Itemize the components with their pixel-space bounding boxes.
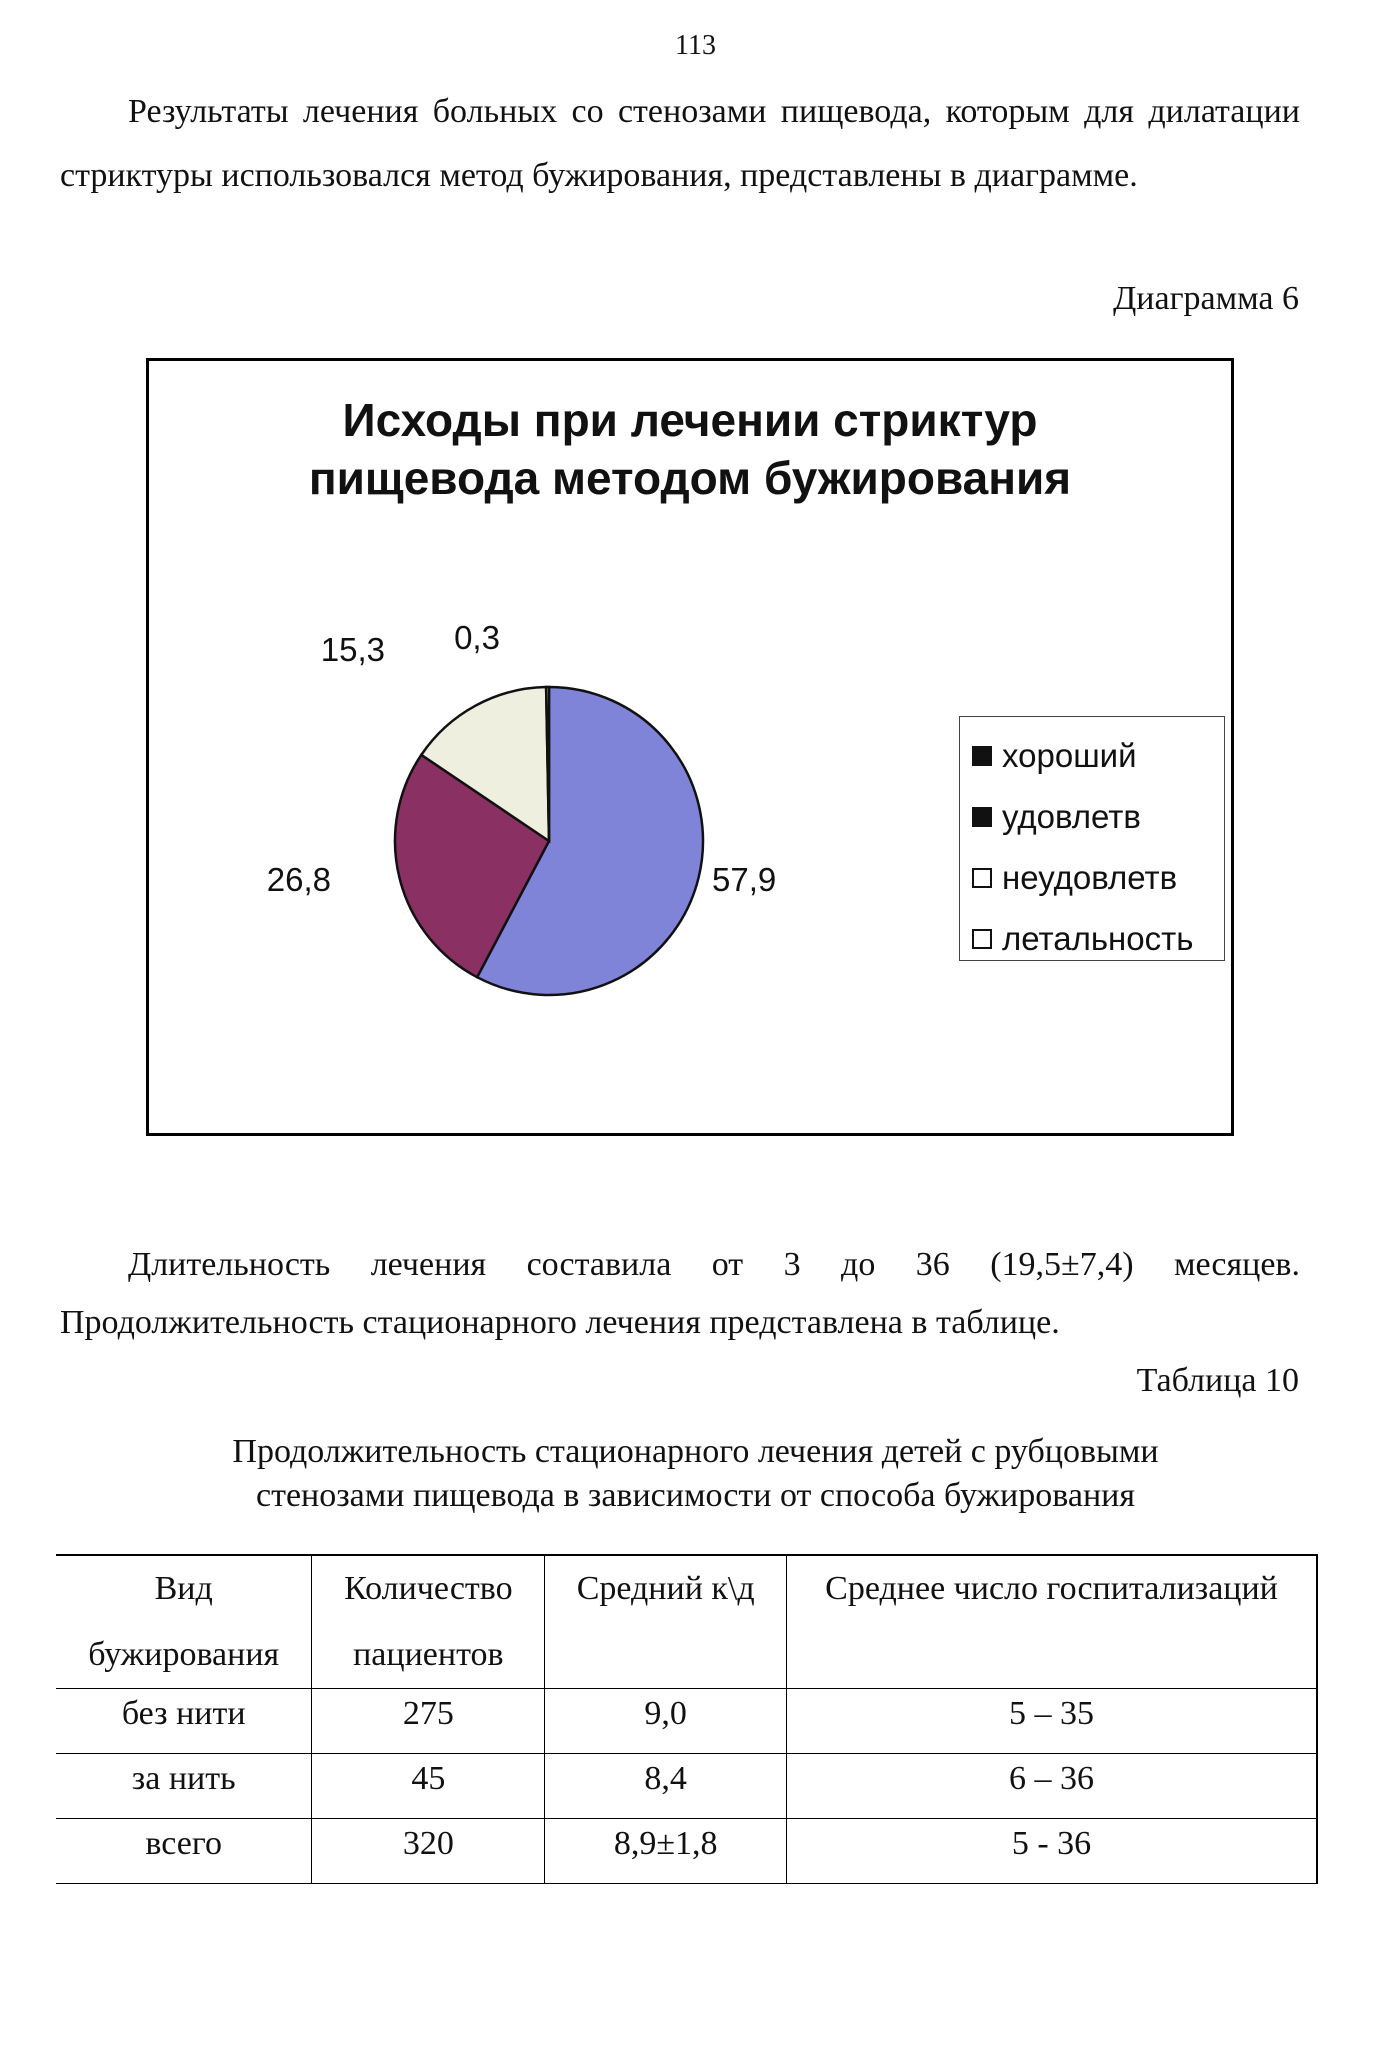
table-cell: 45 <box>312 1754 545 1819</box>
pie-data-label: 15,3 <box>320 631 385 668</box>
legend-label: неудовлетв <box>1002 858 1178 896</box>
header-cell <box>56 1555 312 1689</box>
table-cell: 320 <box>312 1819 545 1884</box>
table-title-line-2: стенозами пищевода в зависимости от способа бужирования <box>256 1477 1135 1514</box>
table-title <box>0 1430 1391 1518</box>
header-line: бужирования <box>88 1636 280 1673</box>
legend-label: хороший <box>1002 736 1137 774</box>
legend-item <box>972 847 1224 908</box>
table-caption: Таблица 10 <box>1136 1362 1299 1399</box>
chart-title-line-2: пищевода методом бужирования <box>308 452 1072 504</box>
table-cell: 5 – 35 <box>787 1689 1317 1754</box>
legend-label: удовлетв <box>1002 797 1141 835</box>
table-header-row <box>56 1555 1317 1689</box>
chart-legend <box>959 716 1225 961</box>
table-cell: 5 - 36 <box>787 1819 1317 1884</box>
header-cell <box>312 1555 545 1689</box>
intro-paragraph: Результаты лечения больных со стенозами пищевода, которым для дилатации стриктуры использовался метод бужирования, представлены в диаграмме. <box>60 93 1300 194</box>
table-cell: 9,0 <box>545 1689 787 1754</box>
table-cell: без нити <box>56 1689 312 1754</box>
table-row <box>56 1689 1317 1754</box>
legend-item <box>972 725 1224 786</box>
legend-swatch <box>972 807 992 827</box>
header-line: Количество <box>344 1570 513 1607</box>
pie-chart-frame <box>146 358 1234 1136</box>
table-cell: 275 <box>312 1689 545 1754</box>
hospital-stay-table <box>56 1554 1318 1884</box>
chart-title-line-1: Исходы при лечении стриктур <box>342 394 1038 446</box>
table-cell: 8,4 <box>545 1754 787 1819</box>
legend-label: летальность <box>1002 919 1194 957</box>
table-cell: за нить <box>56 1754 312 1819</box>
header-line: пациентов <box>353 1636 504 1673</box>
pie-data-label: 26,8 <box>266 861 331 898</box>
header-line: Среднее число госпитализаций <box>825 1570 1278 1607</box>
legend-item <box>972 786 1224 847</box>
table-title-line-1: Продолжительность стационарного лечения детей с рубцовыми <box>232 1433 1159 1470</box>
legend-swatch <box>972 746 992 766</box>
legend-swatch <box>972 868 992 888</box>
page-number: 113 <box>675 30 716 61</box>
table-cell: 8,9±1,8 <box>545 1819 787 1884</box>
pie-data-label: 57,9 <box>712 861 777 898</box>
table-cell: всего <box>56 1819 312 1884</box>
pie-data-label: 0,3 <box>454 619 500 656</box>
diagram-caption: Диаграмма 6 <box>1113 280 1299 317</box>
duration-paragraph: Длительность лечения составила от 3 до 36 (19,5±7,4) месяцев. Продолжительность стационарного лечения представлена в таблице. <box>60 1246 1300 1341</box>
table-row <box>56 1754 1317 1819</box>
legend-swatch <box>972 929 992 949</box>
table-row <box>56 1819 1317 1884</box>
header-cell <box>787 1555 1317 1689</box>
header-line: Средний к\д <box>576 1570 755 1607</box>
legend-item <box>972 908 1224 969</box>
table-cell: 6 – 36 <box>787 1754 1317 1819</box>
header-cell <box>545 1555 787 1689</box>
header-line: Вид <box>154 1570 213 1607</box>
